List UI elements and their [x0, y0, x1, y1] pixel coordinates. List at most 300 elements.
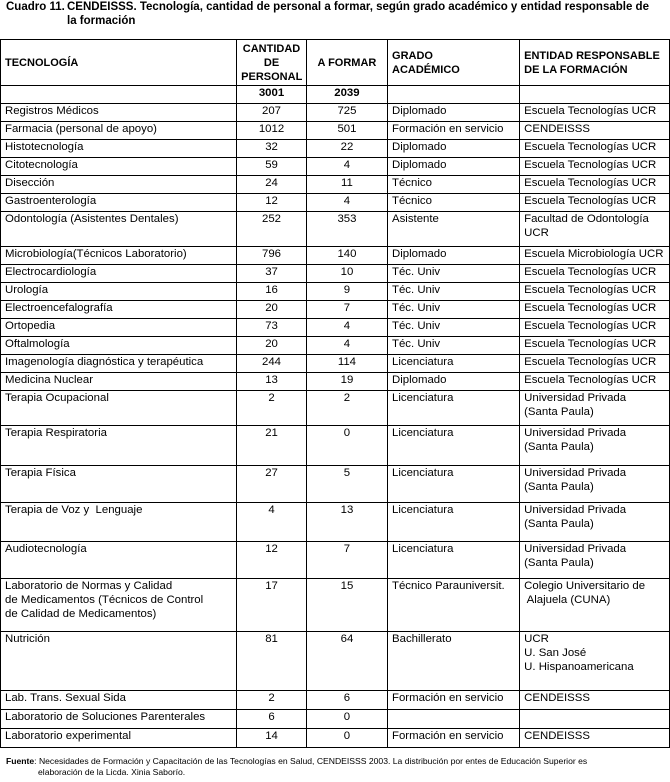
cell-entidad: [520, 194, 670, 212]
header-grado-line2: ACADÉMICO: [392, 63, 460, 76]
cell-grado-line: Licenciatura: [392, 356, 454, 368]
cell-grado-line: Téc. Univ: [392, 284, 441, 296]
cell-entidad-line: Escuela Tecnologías UCR: [524, 302, 657, 314]
cell-tecnologia-line: Lab. Trans. Sexual Sida: [5, 692, 126, 704]
cell-grado-line: Bachillerato: [392, 633, 452, 645]
cell-grado-line: Téc. Univ: [392, 338, 441, 350]
header-entidad: [520, 40, 670, 86]
cell-tecnologia: [1, 579, 237, 632]
cell-a-formar-line: 11: [341, 177, 353, 189]
cell-cantidad: [237, 265, 307, 283]
cell-entidad-line: (Santa Paula): [524, 441, 594, 453]
cell-entidad-line: Escuela Tecnologías UCR: [524, 141, 657, 153]
cell-grado: [388, 247, 520, 265]
cell-tecnologia-line: Electrocardiología: [5, 266, 97, 278]
cell-entidad-line: CENDEISSS: [524, 123, 590, 135]
header-grado: [388, 40, 520, 86]
cell-a-formar-line: 140: [337, 248, 357, 260]
cell-cantidad: [237, 301, 307, 319]
cell-grado-line: Licenciatura: [392, 427, 454, 439]
cell-grado-line: Téc. Univ: [392, 266, 441, 278]
cell-entidad: [520, 729, 670, 748]
cell-grado-line: Técnico Parauniversit.: [392, 580, 505, 592]
table-row: [1, 355, 670, 373]
cell-entidad: [520, 104, 670, 122]
cell-cantidad: [237, 391, 307, 426]
cell-cantidad-line: 2: [268, 392, 275, 404]
cell-entidad: [520, 373, 670, 391]
cell-a-formar: [306, 729, 387, 748]
cell-cantidad: [237, 140, 307, 158]
cell-grado: [388, 691, 520, 710]
cell-tecnologia: [1, 319, 237, 337]
cell-grado: [388, 176, 520, 194]
cell-cantidad: [237, 104, 307, 122]
table-row: [1, 265, 670, 283]
cell-entidad-line: Escuela Tecnologías UCR: [524, 374, 657, 386]
cell-tecnologia: [1, 283, 237, 301]
cell-grado: [388, 301, 520, 319]
cell-a-formar-line: 4: [343, 338, 351, 350]
header-cantidad-line3: PERSONAL: [241, 70, 303, 83]
footnote: [6, 756, 666, 778]
cell-entidad: [520, 283, 670, 301]
cell-entidad-line: Escuela Microbiología UCR: [524, 248, 664, 260]
cell-cantidad: [237, 283, 307, 301]
cell-entidad-line: Universidad Privada: [524, 504, 627, 516]
footnote-line1: : Necesidades de Formación y Capacitación de las Tecnologías en Salud, CENDEISSS 2003. La distribución por entes de Educación Superior es: [34, 756, 588, 766]
cell-grado-line: Diplomado: [392, 374, 447, 386]
header-cantidad: [237, 40, 307, 86]
table-row: [1, 579, 670, 632]
cell-entidad-line: Facultad de Odontología: [524, 213, 649, 225]
table-row: [1, 710, 670, 729]
cell-grado: [388, 122, 520, 140]
cell-cantidad-line: 32: [265, 141, 278, 153]
cell-grado: [388, 426, 520, 466]
cell-cantidad-line: 37: [265, 266, 278, 278]
cell-cantidad-line: 27: [265, 467, 278, 479]
totals-row: [1, 86, 670, 104]
cell-a-formar: [306, 542, 387, 579]
cell-tecnologia-line: Terapia de Voz y Lenguaje: [5, 504, 143, 516]
table-row: [1, 140, 670, 158]
table-row: [1, 466, 670, 503]
cell-cantidad: [237, 122, 307, 140]
cell-entidad: [520, 247, 670, 265]
cell-tecnologia: [1, 212, 237, 247]
cell-cantidad: [237, 710, 307, 729]
cell-grado-line: Licenciatura: [392, 543, 454, 555]
caption-number: Cuadro 11.: [6, 1, 65, 13]
cell-tecnologia: [1, 632, 237, 691]
cell-tecnologia: [1, 691, 237, 710]
cell-grado-line: Formación en servicio: [392, 692, 504, 704]
cell-tecnologia-line: Microbiología(Técnicos Laboratorio): [5, 248, 187, 260]
cell-tecnologia: [1, 265, 237, 283]
cell-entidad-line: (Santa Paula): [524, 406, 594, 418]
cell-tecnologia: [1, 247, 237, 265]
cell-grado-line: Téc. Univ: [392, 302, 441, 314]
cell-cantidad-line: 17: [265, 580, 278, 592]
cell-entidad-line: Escuela Tecnologías UCR: [524, 105, 657, 117]
cell-tecnologia-line: Laboratorio de Normas y Calidad: [5, 580, 173, 592]
cell-entidad-line: Escuela Tecnologías UCR: [524, 338, 657, 350]
cell-a-formar: [306, 373, 387, 391]
cell-grado: [388, 265, 520, 283]
cell-a-formar: [306, 691, 387, 710]
cell-a-formar-line: 0: [343, 427, 351, 439]
cell-cantidad: [237, 247, 307, 265]
cell-tecnologia: [1, 158, 237, 176]
cell-a-formar: [306, 391, 387, 426]
cell-a-formar-line: 725: [337, 105, 357, 117]
cell-entidad: [520, 466, 670, 503]
cell-a-formar: [306, 194, 387, 212]
table-row: [1, 426, 670, 466]
cell-entidad: [520, 122, 670, 140]
cell-cantidad-line: 59: [265, 159, 278, 171]
cell-tecnologia: [1, 391, 237, 426]
cell-a-formar: [306, 337, 387, 355]
cell-entidad: [520, 426, 670, 466]
header-cantidad-line2: DE: [263, 56, 280, 69]
cell-grado-line: Diplomado: [392, 248, 447, 260]
cell-a-formar-line: 13: [340, 504, 354, 516]
table-caption: [6, 0, 666, 28]
cell-entidad-line: UCR: [524, 633, 549, 645]
cell-cantidad: [237, 691, 307, 710]
cell-entidad-line: Escuela Tecnologías UCR: [524, 284, 657, 296]
cell-tecnologia-line: Audiotecnología: [5, 543, 87, 555]
cell-grado-line: Técnico: [392, 195, 432, 207]
cell-grado: [388, 212, 520, 247]
cell-grado-line: Técnico: [392, 177, 432, 189]
table-row: [1, 158, 670, 176]
cell-grado: [388, 319, 520, 337]
cell-cantidad-line: 1012: [258, 123, 285, 135]
cell-cantidad-line: 73: [265, 320, 278, 332]
cell-cantidad-line: 21: [265, 427, 278, 439]
cell-tecnologia-line: Urología: [5, 284, 49, 296]
cell-tecnologia: [1, 503, 237, 542]
cell-entidad-line: Universidad Privada: [524, 427, 627, 439]
cell-grado-line: Asistente: [392, 213, 439, 225]
total-cantidad: 3001: [237, 86, 307, 104]
cell-tecnologia-line: Oftalmología: [5, 338, 70, 350]
cell-entidad-line: CENDEISSS: [524, 730, 590, 742]
table-body: [1, 104, 670, 748]
table-row: [1, 247, 670, 265]
cell-a-formar-line: 6: [343, 692, 351, 704]
table-row: [1, 391, 670, 426]
cell-entidad-line: Alajuela (CUNA): [524, 594, 611, 606]
cell-tecnologia-line: Ortopedia: [5, 320, 56, 332]
cell-a-formar-line: 22: [340, 141, 354, 153]
cell-a-formar-line: 15: [340, 580, 354, 592]
cell-grado-line: Licenciatura: [392, 467, 454, 479]
cell-tecnologia-line: Histotecnología: [5, 141, 84, 153]
cell-a-formar-line: 7: [343, 302, 351, 314]
header-tecnologia: TECNOLOGÍA: [1, 40, 237, 86]
header-row: [1, 40, 670, 86]
cell-cantidad-line: 207: [262, 105, 282, 117]
cell-tecnologia-line: Imagenología diagnóstica y terapéutica: [5, 356, 204, 368]
cell-tecnologia-line: de Calidad de Medicamentos): [5, 608, 157, 620]
cell-a-formar-line: 353: [337, 213, 357, 225]
cell-tecnologia-line: Medicina Nuclear: [5, 374, 93, 386]
cell-a-formar: [306, 176, 387, 194]
cell-cantidad: [237, 579, 307, 632]
cell-a-formar-line: 19: [340, 374, 354, 386]
table-row: [1, 104, 670, 122]
cell-grado: [388, 158, 520, 176]
cell-a-formar: [306, 247, 387, 265]
cell-entidad-line: Escuela Tecnologías UCR: [524, 177, 657, 189]
cell-entidad: [520, 140, 670, 158]
cell-a-formar-line: 5: [343, 467, 351, 479]
cell-a-formar-line: 4: [343, 195, 351, 207]
cell-tecnologia-line: Registros Médicos: [5, 105, 99, 117]
cell-entidad-line: CENDEISSS: [524, 692, 590, 704]
totals-empty-label: [1, 86, 237, 104]
cell-grado: [388, 373, 520, 391]
cell-a-formar: [306, 301, 387, 319]
cell-entidad: [520, 710, 670, 729]
cell-entidad: [520, 337, 670, 355]
cell-a-formar-line: 0: [343, 711, 351, 723]
cell-a-formar: [306, 632, 387, 691]
data-table: [0, 39, 670, 748]
cell-cantidad: [237, 194, 307, 212]
cell-a-formar: [306, 212, 387, 247]
cell-cantidad: [237, 503, 307, 542]
table-row: [1, 319, 670, 337]
cell-tecnologia-line: Nutrición: [5, 633, 50, 645]
header-a-formar: A FORMAR: [306, 40, 387, 86]
cell-cantidad: [237, 355, 307, 373]
table-row: [1, 194, 670, 212]
cell-entidad-line: Escuela Tecnologías UCR: [524, 320, 657, 332]
footnote-line2: elaboración de la Licda. Xinia Saborío.: [38, 767, 186, 777]
header-cantidad-line1: CANTIDAD: [242, 42, 301, 55]
cell-grado: [388, 503, 520, 542]
cell-cantidad: [237, 632, 307, 691]
cell-tecnologia-line: Farmacia (personal de apoyo): [5, 123, 157, 135]
header-grado-line1: GRADO: [392, 49, 433, 62]
cell-cantidad: [237, 176, 307, 194]
cell-grado: [388, 729, 520, 748]
cell-tecnologia: [1, 337, 237, 355]
cell-tecnologia-line: Electroencefalografía: [5, 302, 113, 314]
cell-grado: [388, 579, 520, 632]
cell-grado-line: Licenciatura: [392, 392, 454, 404]
cell-cantidad: [237, 319, 307, 337]
cell-entidad-line: Escuela Tecnologías UCR: [524, 195, 657, 207]
cell-tecnologia: [1, 194, 237, 212]
cell-cantidad: [237, 337, 307, 355]
cell-cantidad-line: 13: [265, 374, 278, 386]
total-a-formar: 2039: [306, 86, 387, 104]
cell-a-formar-line: 4: [343, 320, 351, 332]
cell-entidad-line: Escuela Tecnologías UCR: [524, 159, 657, 171]
cell-entidad-line: (Santa Paula): [524, 481, 594, 493]
cell-a-formar: [306, 355, 387, 373]
cell-tecnologia: [1, 301, 237, 319]
cell-cantidad: [237, 426, 307, 466]
cell-tecnologia: [1, 542, 237, 579]
cell-entidad: [520, 355, 670, 373]
cell-tecnologia: [1, 710, 237, 729]
cell-cantidad-line: 2: [268, 692, 275, 704]
cell-entidad-line: U. San José: [524, 647, 587, 659]
cell-tecnologia: [1, 104, 237, 122]
cell-grado: [388, 355, 520, 373]
table-row: [1, 542, 670, 579]
cell-entidad-line: Universidad Privada: [524, 392, 627, 404]
cell-cantidad: [237, 158, 307, 176]
cell-grado-line: Téc. Univ: [392, 320, 441, 332]
cell-cantidad-line: 20: [265, 302, 278, 314]
cell-cantidad-line: 252: [262, 213, 282, 225]
cell-a-formar: [306, 265, 387, 283]
cell-cantidad-line: 244: [262, 356, 282, 368]
cell-entidad-line: (Santa Paula): [524, 518, 594, 530]
cell-a-formar: [306, 710, 387, 729]
footnote-label: Fuente: [6, 756, 35, 766]
cell-cantidad: [237, 212, 307, 247]
cell-a-formar: [306, 319, 387, 337]
cell-grado-line: Formación en servicio: [392, 730, 504, 742]
table-row: [1, 729, 670, 748]
cell-entidad-line: (Santa Paula): [524, 557, 594, 569]
cell-cantidad-line: 16: [265, 284, 278, 296]
cell-a-formar-line: 114: [337, 356, 357, 368]
cell-a-formar-line: 7: [343, 543, 351, 555]
cell-entidad-line: UCR: [524, 227, 549, 239]
cell-tecnologia-line: Terapia Respiratoria: [5, 427, 107, 439]
cell-a-formar-line: 64: [340, 633, 354, 645]
cell-entidad: [520, 212, 670, 247]
cell-entidad: [520, 632, 670, 691]
cell-entidad-line: Escuela Tecnologías UCR: [524, 266, 657, 278]
cell-a-formar-line: 2: [343, 392, 351, 404]
cell-grado: [388, 542, 520, 579]
totals-empty-grado: [388, 86, 520, 104]
caption-title-line1: CENDEISSS. Tecnología, cantidad de personal a formar, según grado académico y entidad responsable de: [67, 1, 649, 13]
cell-grado-line: Diplomado: [392, 105, 447, 117]
cell-a-formar: [306, 579, 387, 632]
cell-entidad: [520, 391, 670, 426]
cell-cantidad-line: 81: [265, 633, 278, 645]
cell-grado: [388, 466, 520, 503]
cell-a-formar: [306, 158, 387, 176]
cell-tecnologia-line: Gastroenterología: [5, 195, 97, 207]
cell-tecnologia: [1, 729, 237, 748]
cell-tecnologia-line: Terapia Física: [5, 467, 76, 479]
table-row: [1, 337, 670, 355]
table-row: [1, 691, 670, 710]
cell-a-formar: [306, 104, 387, 122]
cell-tecnologia: [1, 140, 237, 158]
cell-entidad: [520, 158, 670, 176]
cell-grado-line: Licenciatura: [392, 504, 454, 516]
cell-tecnologia-line: Laboratorio de Soluciones Parenterales: [5, 711, 206, 723]
cell-entidad: [520, 691, 670, 710]
cell-tecnologia-line: Citotecnología: [5, 159, 78, 171]
cell-grado: [388, 194, 520, 212]
cell-entidad: [520, 542, 670, 579]
cell-cantidad-line: 12: [265, 195, 278, 207]
cell-a-formar: [306, 426, 387, 466]
cell-entidad-line: Escuela Tecnologías UCR: [524, 356, 657, 368]
table-row: [1, 176, 670, 194]
cell-entidad-line: U. Hispanoamericana: [524, 661, 634, 673]
cell-cantidad-line: 6: [268, 711, 275, 723]
cell-entidad-line: Universidad Privada: [524, 543, 627, 555]
cell-grado-line: Formación en servicio: [392, 123, 504, 135]
cell-cantidad: [237, 542, 307, 579]
cell-a-formar: [306, 140, 387, 158]
table-row: [1, 632, 670, 691]
cell-grado: [388, 104, 520, 122]
cell-tecnologia: [1, 466, 237, 503]
cell-tecnologia-line: Disección: [5, 177, 55, 189]
cell-a-formar-line: 501: [337, 123, 357, 135]
cell-a-formar-line: 0: [343, 730, 351, 742]
cell-cantidad-line: 24: [265, 177, 278, 189]
cell-cantidad: [237, 729, 307, 748]
cell-tecnologia-line: Laboratorio experimental: [5, 730, 132, 742]
cell-cantidad: [237, 373, 307, 391]
cell-a-formar-line: 4: [343, 159, 351, 171]
cell-a-formar: [306, 122, 387, 140]
cell-cantidad-line: 12: [265, 543, 278, 555]
table-row: [1, 212, 670, 247]
cell-tecnologia: [1, 122, 237, 140]
cell-tecnologia: [1, 355, 237, 373]
cell-entidad: [520, 301, 670, 319]
table-row: [1, 301, 670, 319]
cell-a-formar-line: 10: [340, 266, 354, 278]
cell-entidad-line: Colegio Universitario de: [524, 580, 646, 592]
table-row: [1, 122, 670, 140]
caption-title-line2: la formación: [67, 15, 136, 27]
cell-grado: [388, 632, 520, 691]
cell-a-formar-line: 9: [343, 284, 351, 296]
cell-a-formar: [306, 466, 387, 503]
table-row: [1, 373, 670, 391]
cell-grado: [388, 283, 520, 301]
cell-entidad: [520, 579, 670, 632]
cell-tecnologia: [1, 426, 237, 466]
cell-tecnologia-line: Terapia Ocupacional: [5, 392, 109, 404]
header-entidad-line1: ENTIDAD RESPONSABLE: [524, 49, 660, 62]
cell-entidad: [520, 319, 670, 337]
cell-a-formar: [306, 283, 387, 301]
cell-a-formar: [306, 503, 387, 542]
cell-tecnologia: [1, 176, 237, 194]
table-row: [1, 503, 670, 542]
totals-empty-entidad: [520, 86, 670, 104]
cell-grado: [388, 337, 520, 355]
cell-grado: [388, 391, 520, 426]
cell-tecnologia-line: Odontología (Asistentes Dentales): [5, 213, 179, 225]
cell-entidad: [520, 503, 670, 542]
cell-entidad: [520, 265, 670, 283]
cell-tecnologia-line: de Medicamentos (Técnicos de Control: [5, 594, 204, 606]
cell-entidad: [520, 176, 670, 194]
